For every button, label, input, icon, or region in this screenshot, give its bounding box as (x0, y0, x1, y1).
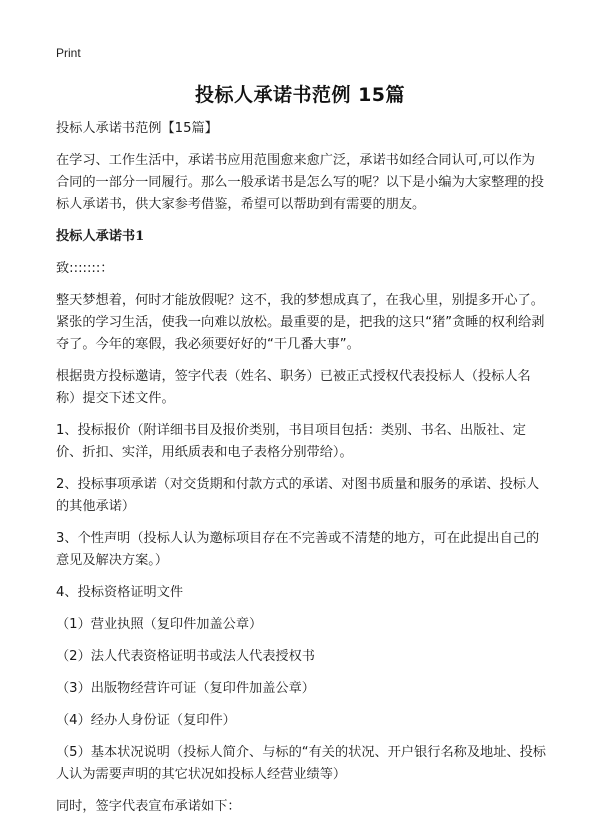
paragraph: 2、投标事项承诺（对交货期和付款方式的承诺、对图书质量和服务的承诺、投标人的其他承诺） (56, 477, 540, 514)
page-title: 投标人承诺书范例 15篇 (194, 84, 406, 106)
paragraph: 4、投标资格证明文件 (56, 585, 184, 600)
list-item: （1）营业执照（复印件加盖公章） (56, 617, 263, 632)
list-item: （4）经办人身份证（复印件） (56, 713, 236, 728)
list-item: （5）基本状况说明（投标人简介、与标的“有关的状况、开户银行名称及地址、投标人认为需要声明的其它状况如投标人经营业绩等） (56, 745, 546, 782)
paragraph: 3、个性声明（投标人认为邀标项目存在不完善或不清楚的地方，可在此提出自己的意见及解决方案。） (56, 531, 540, 568)
document-subtitle: 投标人承诺书范例【15篇】 (56, 121, 218, 136)
salutation: 致:::::::： (56, 261, 114, 276)
paragraph: 根据贵方投标邀请，签字代表（姓名、职务）已被正式授权代表投标人（投标人名称）提交下述文件。 (56, 369, 531, 406)
list-item: （3）出版物经营许可证（复印件加盖公章） (56, 681, 315, 696)
paragraph: 整天梦想着，何时才能放假呢？这不，我的梦想成真了，在我心里，别提多开心了。紧张的学习生活，使我一向难以放松。最重要的是，把我的这只“猪”贪睡的权利给剥夺了。今年的寒假，我必须要好好的“干几番大事”。 (56, 293, 545, 352)
intro-paragraph: 在学习、工作生活中，承诺书应用范围愈来愈广泛，承诺书如经合同认可,可以作为合同的一部分一同履行。那么一般承诺书是怎么写的呢？以下是小编为大家整理的投标人承诺书，供大家参考借鉴，希望可以帮助到有需要的朋友。 (56, 153, 544, 212)
closing-paragraph: 同时，签字代表宣布承诺如下： (56, 799, 241, 814)
paragraph: 1、投标报价（附详细书目及报价类别，书目项目包括：类别、书名、出版社、定价、折扣、实洋，用纸质表和电子表格分别带给）。 (56, 423, 526, 460)
document-body (56, 118, 548, 828)
list-item: （2）法人代表资格证明书或法人代表授权书 (56, 649, 315, 664)
section-heading: 投标人承诺书1 (56, 229, 145, 244)
print-link[interactable]: Print (56, 46, 81, 60)
